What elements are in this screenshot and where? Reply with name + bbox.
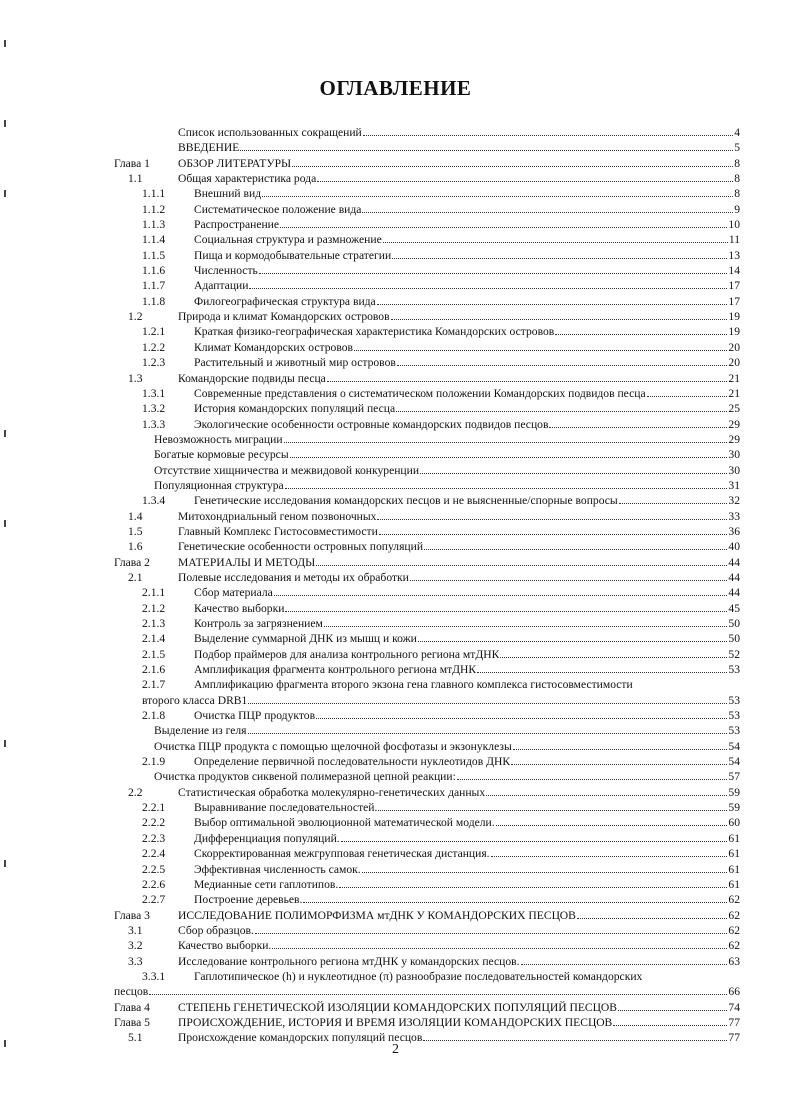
dot-leader: [549, 417, 727, 428]
toc-entry-title: Командорские подвиды песца: [178, 371, 326, 385]
toc-entry[interactable]: [114, 601, 740, 616]
toc-entry-page: 14: [728, 264, 740, 278]
toc-entry-number: 1.2.1: [142, 325, 166, 339]
toc-entry[interactable]: [114, 125, 740, 140]
toc-entry[interactable]: [114, 1015, 740, 1030]
toc-entry-page: 30: [728, 463, 740, 477]
dot-leader: [457, 769, 728, 780]
toc-entry-number: Глава 3: [114, 908, 150, 922]
dot-leader: [391, 309, 728, 320]
dot-leader: [511, 754, 727, 765]
dot-leader: [327, 371, 728, 382]
toc-entry-page: 50: [728, 632, 740, 646]
dot-leader: [248, 693, 727, 704]
toc-entry-title: Отсутствие хищничества и межвидовой конкуренции: [154, 463, 420, 477]
toc-entry-number: 2.1.5: [142, 647, 166, 661]
toc-entry-page: 59: [728, 785, 740, 799]
toc-entry-title: Исследование контрольного региона мтДНК у командорских песцов.: [178, 954, 520, 968]
dot-leader: [383, 232, 728, 243]
toc-entry[interactable]: [114, 769, 740, 784]
toc-entry[interactable]: [114, 754, 740, 769]
toc-entry-page: 29: [728, 432, 740, 446]
dot-leader: [420, 463, 727, 474]
toc-entry[interactable]: [114, 846, 740, 861]
toc-entry[interactable]: [114, 570, 740, 585]
toc-entry-title: Определение первичной последовательности нуклеотидов ДНК: [194, 755, 511, 769]
dot-leader: [272, 938, 727, 949]
toc-entry-title: История командорских популяций песца: [194, 402, 396, 416]
toc-entry-title: Социальная структура и размножение: [194, 233, 382, 247]
toc-entry-number: 1.1.4: [142, 233, 166, 247]
toc-entry-number: 2.2.2: [142, 816, 166, 830]
dot-leader: [248, 723, 728, 734]
toc-entry-title: Главный Комплекс Гистосовместимости: [178, 524, 378, 538]
dot-leader: [316, 555, 727, 566]
toc-entry[interactable]: [114, 908, 740, 923]
toc-entry-page: 30: [728, 448, 740, 462]
dot-leader: [424, 539, 727, 550]
toc-entry-page: 32: [728, 494, 740, 508]
toc-entry-page: 62: [728, 893, 740, 907]
toc-entry-page: 20: [728, 340, 740, 354]
dot-leader: [285, 478, 728, 489]
toc-entry-title: Растительный и животный мир островов: [194, 356, 396, 370]
toc-entry-title: Распространение: [194, 218, 280, 232]
toc-entry-number: 1.4: [128, 509, 143, 523]
dot-leader: [377, 294, 728, 305]
toc-entry-title: Сбор материала: [194, 586, 273, 600]
toc-entry-page: 36: [728, 524, 740, 538]
toc-entry-number: 1.2.3: [142, 356, 166, 370]
toc-entry-title-continued: второго класса DRB1: [142, 693, 248, 707]
toc-entry-number: 1.1.3: [142, 218, 166, 232]
toc-entry-title: Климат Командорских островов: [194, 340, 354, 354]
toc-entry-page: 61: [728, 862, 740, 876]
dot-leader: [255, 923, 728, 934]
toc-entry-title: Качество выборки: [194, 601, 285, 615]
toc-entry-title: Эффективная численность самок.: [194, 862, 361, 876]
page-number: 2: [392, 1042, 399, 1057]
toc-entry[interactable]: [114, 892, 740, 907]
toc-entry-number: 3.3: [128, 954, 143, 968]
toc-entry[interactable]: [114, 340, 740, 355]
toc-entry-page: 8: [734, 172, 740, 186]
toc-entry-page: 45: [728, 601, 740, 615]
toc-entry-number: 1.3.4: [142, 494, 166, 508]
toc-entry-title: МАТЕРИАЛЫ И МЕТОДЫ: [178, 555, 316, 569]
toc-entry-title: Сбор образцов.: [178, 923, 254, 937]
dot-leader: [363, 125, 733, 136]
toc-entry-title: Выделение суммарной ДНК из мышц и кожи: [194, 632, 417, 646]
toc-entry-page: 57: [728, 770, 740, 784]
toc-entry-page: 61: [728, 847, 740, 861]
dot-leader: [341, 831, 728, 842]
toc-entry-title: Современные представления о систематическом положении Командорских подвидов песца: [194, 386, 646, 400]
toc-entry-title: Очистка ПЦР продуктов: [194, 709, 316, 723]
toc-entry-page: 54: [728, 755, 740, 769]
toc-entry[interactable]: [114, 324, 740, 339]
toc-entry-number: 3.1: [128, 923, 143, 937]
scan-artifact: [4, 40, 6, 47]
toc-entry-title: Природа и климат Командорских островов: [178, 310, 390, 324]
toc-entry-page: 62: [728, 908, 740, 922]
toc-entry-title: Систематическое положение вида: [194, 202, 362, 216]
toc-entry-number: Глава 4: [114, 1000, 150, 1014]
dot-leader: [240, 140, 733, 151]
toc-entry-page: 8: [734, 187, 740, 201]
toc-entry-title: Происхождение командорских популяций песцов: [178, 1031, 423, 1045]
dot-leader: [280, 217, 727, 228]
toc-entry-title: СТЕПЕНЬ ГЕНЕТИЧЕСКОЙ ИЗОЛЯЦИИ КОМАНДОРСКИХ ПОПУЛЯЦИЙ ПЕСЦОВ: [178, 1000, 617, 1014]
toc-entry-page: 21: [728, 371, 740, 385]
toc-entry[interactable]: [114, 524, 740, 539]
toc-entry-page: 19: [728, 325, 740, 339]
toc-entry[interactable]: [114, 662, 740, 677]
toc-entry-number: 1.1.7: [142, 279, 166, 293]
toc-entry[interactable]: [114, 417, 740, 432]
toc-entry-page: 44: [728, 570, 740, 584]
toc-entry-number: 2.1.8: [142, 709, 166, 723]
toc-entry-title-continued: песцов: [114, 985, 149, 999]
toc-entry[interactable]: [114, 217, 740, 232]
toc-entry[interactable]: [114, 831, 740, 846]
toc-entry-title: Экологические особенности островные командорских подвидов песцов: [194, 417, 549, 431]
dot-leader: [324, 616, 728, 627]
toc-entry-number: 1.1.2: [142, 202, 166, 216]
toc-entry[interactable]: [114, 647, 740, 662]
toc-entry-title: ПРОИСХОЖДЕНИЕ, ИСТОРИЯ И ВРЕМЯ ИЗОЛЯЦИИ КОМАНДОРСКИХ ПЕСЦОВ: [178, 1015, 613, 1029]
toc-entry[interactable]: [114, 938, 740, 953]
toc-entry-page: 9: [734, 202, 740, 216]
toc-entry-title: Очистка ПЦР продукта с помощью щелочной фосфотазы и экзонуклезы: [154, 739, 512, 753]
toc-entry[interactable]: [114, 954, 740, 969]
toc-entry-page: 74: [728, 1000, 740, 1014]
toc-entry[interactable]: [114, 171, 740, 186]
toc-entry[interactable]: [114, 739, 740, 754]
page-title: ОГЛАВЛЕНИЕ: [319, 76, 472, 100]
toc-entry-title: Митохондриальный геном позвоночных: [178, 509, 377, 523]
dot-leader: [362, 202, 733, 213]
toc-entry[interactable]: [114, 156, 740, 171]
toc-entry-number: 1.3: [128, 371, 143, 385]
toc-entry-page: 33: [728, 509, 740, 523]
dot-leader: [647, 386, 728, 397]
toc-entry[interactable]: [114, 708, 740, 723]
dot-leader: [618, 1000, 727, 1011]
toc-entry-page: 20: [728, 356, 740, 370]
dot-leader: [477, 662, 727, 673]
toc-entry[interactable]: [114, 585, 740, 600]
dot-leader: [577, 908, 727, 919]
toc-entry-title: Численность: [194, 264, 258, 278]
dot-leader: [378, 800, 727, 811]
toc-entry[interactable]: [114, 309, 740, 324]
toc-entry-page: 19: [728, 310, 740, 324]
dot-leader: [290, 447, 728, 458]
toc-entry-title: Выбор оптимальной эволюционной математической модели.: [194, 816, 495, 830]
toc-entry-number: Глава 5: [114, 1015, 150, 1029]
dot-leader: [397, 355, 728, 366]
toc-entry-title: Построение деревьев.: [194, 893, 303, 907]
toc-entry-number: 1.1.1: [142, 187, 166, 201]
toc-entry-title: Выравнивание последовательностей.: [194, 801, 378, 815]
toc-entry-number: 1.1.8: [142, 294, 166, 308]
toc-entry[interactable]: [114, 677, 740, 708]
toc-entry-title: ВВЕДЕНИЕ: [178, 141, 240, 155]
toc-entry[interactable]: [114, 248, 740, 263]
toc-entry-page: 31: [728, 478, 740, 492]
toc-entry-title: Богатые кормовые ресурсы: [154, 448, 289, 462]
toc-entry-number: 1.2.2: [142, 340, 166, 354]
toc-entry-number: 2.2.7: [142, 893, 166, 907]
toc-entry-page: 10: [728, 218, 740, 232]
toc-entry-number: 2.2.6: [142, 877, 166, 891]
toc-entry-title: Генетические особенности островных популяций: [178, 540, 424, 554]
toc-entry[interactable]: [114, 815, 740, 830]
toc-entry-number: 2.2.5: [142, 862, 166, 876]
toc-entry-number: 2.1.6: [142, 663, 166, 677]
dot-leader: [379, 524, 728, 535]
toc-entry[interactable]: [114, 493, 740, 508]
dot-leader: [377, 509, 727, 520]
toc-entry-title: Внешний вид: [194, 187, 262, 201]
toc-entry-page: 52: [728, 647, 740, 661]
toc-entry-title: Невозможность миграции: [154, 432, 283, 446]
toc-entry-number: 3.2: [128, 939, 143, 953]
toc-entry-title: Гаплотипическое (h) и нуклеотидное (π) разнообразие последовательностей командорских: [194, 969, 643, 983]
toc-entry[interactable]: [114, 447, 740, 462]
toc-entry-title: Популяционная структура: [154, 478, 284, 492]
toc-entry-title: Подбор праймеров для анализа контрольного региона мтДНК: [194, 647, 500, 661]
toc-entry-title: Полевые исследования и методы их обработки: [178, 570, 409, 584]
toc-entry[interactable]: [114, 463, 740, 478]
toc-entry-number: 1.1: [128, 172, 143, 186]
toc-entry-number: 1.2: [128, 310, 143, 324]
toc-entry-page: 17: [728, 279, 740, 293]
toc-entry-page: 77: [728, 1031, 740, 1045]
toc-entry[interactable]: [114, 386, 740, 401]
toc-entry-page: 4: [734, 126, 740, 139]
toc-entry-number: 2.2: [128, 785, 143, 799]
toc-entry-number: 2.1.9: [142, 755, 166, 769]
toc-entry-page: 5: [734, 141, 740, 155]
toc-entry-number: Глава 2: [114, 555, 150, 569]
dot-leader: [284, 432, 728, 443]
scan-artifact: [4, 860, 6, 867]
dot-leader: [396, 401, 727, 412]
toc-entry-page: 66: [728, 985, 740, 999]
scan-artifact: [4, 120, 6, 127]
toc-entry-title: Выделение из геля: [154, 724, 247, 738]
toc-entry-title: Генетические исследования командорских песцов и не выясненные/спорные вопросы: [194, 494, 618, 508]
toc-entry-title: Список использованных сокращений: [178, 126, 362, 139]
scan-artifact: [4, 430, 6, 437]
toc-entry[interactable]: [114, 800, 740, 815]
toc-entry-number: 2.1.3: [142, 617, 166, 630]
dot-leader: [555, 324, 727, 335]
toc-entry[interactable]: [114, 232, 740, 247]
table-of-contents: [114, 125, 740, 1046]
dot-leader: [262, 186, 733, 197]
dot-leader: [339, 877, 727, 888]
toc-entry-number: Глава 1: [114, 156, 150, 170]
scan-artifact: [4, 740, 6, 747]
toc-entry-number: 2.2.4: [142, 847, 166, 861]
scan-margin-marks: [4, 0, 14, 1094]
toc-entry[interactable]: [114, 263, 740, 278]
toc-entry[interactable]: [114, 509, 740, 524]
toc-entry-page: 50: [728, 617, 740, 630]
toc-entry-title: Пища и кормодобывательные стратегии: [194, 248, 392, 262]
toc-entry[interactable]: [114, 355, 740, 370]
dot-leader: [274, 585, 728, 596]
toc-entry-page: 29: [728, 417, 740, 431]
scan-artifact: [4, 190, 6, 197]
toc-entry-title: Статистическая обработка молекулярно-генетических данных: [178, 785, 486, 799]
toc-entry[interactable]: [114, 371, 740, 386]
toc-entry-page: 17: [728, 294, 740, 308]
toc-entry-number: 1.1.6: [142, 264, 166, 278]
toc-entry-page: 62: [728, 923, 740, 937]
toc-entry-title: Скорректированная межгрупповая генетическая дистанция.: [194, 847, 490, 861]
toc-entry-title: ОБЗОР ЛИТЕРАТУРЫ: [178, 156, 292, 170]
toc-entry[interactable]: [114, 478, 740, 493]
toc-entry[interactable]: [114, 923, 740, 938]
toc-entry-page: 60: [728, 816, 740, 830]
toc-entry[interactable]: [114, 401, 740, 416]
toc-entry-title: Очистка продуктов сиквеной полимеразной цепной реакции:: [154, 770, 456, 784]
toc-entry-title: ИССЛЕДОВАНИЕ ПОЛИМОРФИЗМА мтДНК У КОМАНДОРСКИХ ПЕСЦОВ: [178, 908, 576, 922]
toc-entry-title: Медианные сети гаплотипов.: [194, 877, 339, 891]
toc-entry-page: 61: [728, 831, 740, 845]
toc-entry-number: 5.1: [128, 1031, 143, 1045]
dot-leader: [149, 984, 727, 995]
toc-entry-number: 2.1.2: [142, 601, 166, 615]
dot-leader: [513, 739, 728, 750]
toc-entry-page: 62: [728, 939, 740, 953]
toc-entry-page: 13: [728, 248, 740, 262]
toc-entry[interactable]: [114, 723, 740, 738]
toc-entry-number: 2.2.3: [142, 831, 166, 845]
toc-entry[interactable]: [114, 278, 740, 293]
toc-entry-page: 21: [728, 386, 740, 400]
toc-entry-page: 61: [728, 877, 740, 891]
toc-entry-title: Краткая физико-географическая характеристика Командорских островов: [194, 325, 555, 339]
toc-entry-page: 54: [728, 739, 740, 753]
toc-entry-page: 53: [728, 663, 740, 677]
toc-entry-number: 1.6: [128, 540, 143, 554]
toc-entry-number: 2.2.1: [142, 801, 166, 815]
toc-entry-page: 44: [728, 555, 740, 569]
toc-entry-page: 53: [728, 724, 740, 738]
dot-leader: [486, 785, 727, 796]
dot-leader: [619, 493, 728, 504]
toc-entry[interactable]: [114, 862, 740, 877]
toc-entry[interactable]: [114, 186, 740, 201]
toc-entry-number: 1.3.1: [142, 386, 166, 400]
toc-entry-page: 59: [728, 801, 740, 815]
dot-leader: [249, 278, 727, 289]
toc-entry[interactable]: [114, 631, 740, 646]
toc-entry[interactable]: [114, 432, 740, 447]
dot-leader: [354, 340, 727, 351]
dot-leader: [285, 601, 727, 612]
toc-entry[interactable]: [114, 616, 740, 631]
dot-leader: [418, 631, 728, 642]
toc-entry[interactable]: [114, 555, 740, 570]
dot-leader: [491, 846, 728, 857]
dot-leader: [316, 708, 727, 719]
dot-leader: [292, 156, 733, 167]
toc-entry-number: 1.3.3: [142, 417, 166, 431]
toc-entry[interactable]: [114, 1000, 740, 1015]
toc-entry-title: Контроль за загрязнением: [194, 617, 323, 630]
toc-entry-title: Амплификацию фрагмента второго экзона гена главного комплекса гистосовместимости: [194, 678, 633, 692]
toc-entry-page: 40: [728, 540, 740, 554]
toc-entry-page: 25: [728, 402, 740, 416]
toc-entry[interactable]: [114, 294, 740, 309]
toc-entry-page: 53: [728, 693, 740, 707]
toc-entry[interactable]: [114, 202, 740, 217]
dot-leader: [259, 263, 728, 274]
toc-entry-number: 2.1.7: [142, 678, 166, 692]
toc-entry-page: 53: [728, 709, 740, 723]
toc-entry-number: 1.5: [128, 524, 143, 538]
toc-entry-number: 2.1: [128, 570, 143, 584]
toc-entry-page: 11: [728, 233, 740, 247]
scan-artifact: [4, 520, 6, 527]
toc-entry-page: 63: [728, 954, 740, 968]
toc-entry-number: 1.3.2: [142, 402, 166, 416]
toc-entry-page: 44: [728, 586, 740, 600]
toc-entry[interactable]: [114, 785, 740, 800]
toc-entry[interactable]: [114, 969, 740, 1000]
dot-leader: [362, 862, 728, 873]
toc-entry-title: Общая характеристика рода: [178, 172, 317, 186]
dot-leader: [303, 892, 727, 903]
toc-entry-page: 77: [728, 1015, 740, 1029]
toc-entry-title: Адаптации: [194, 279, 249, 293]
toc-entry-page: 8: [734, 156, 740, 170]
toc-entry-title: Филогеографическая структура вида: [194, 294, 376, 308]
toc-entry-number: 1.1.5: [142, 248, 166, 262]
dot-leader: [521, 954, 728, 965]
dot-leader: [613, 1015, 727, 1026]
toc-entry-title: Амплификация фрагмента контрольного региона мтДНК: [194, 663, 477, 677]
toc-entry[interactable]: [114, 877, 740, 892]
dot-leader: [410, 570, 728, 581]
toc-entry-title: Качество выборки.: [178, 939, 272, 953]
dot-leader: [496, 815, 728, 826]
toc-entry-number: 2.1.4: [142, 632, 166, 646]
dot-leader: [500, 647, 727, 658]
toc-entry-number: 3.3.1: [142, 969, 166, 983]
toc-entry[interactable]: [114, 140, 740, 155]
dot-leader: [317, 171, 733, 182]
dot-leader: [423, 1030, 727, 1041]
dot-leader: [392, 248, 727, 259]
toc-entry-number: 2.1.1: [142, 586, 166, 600]
toc-entry[interactable]: [114, 539, 740, 554]
toc-entry-title: Дифференциация популяций.: [194, 831, 340, 845]
